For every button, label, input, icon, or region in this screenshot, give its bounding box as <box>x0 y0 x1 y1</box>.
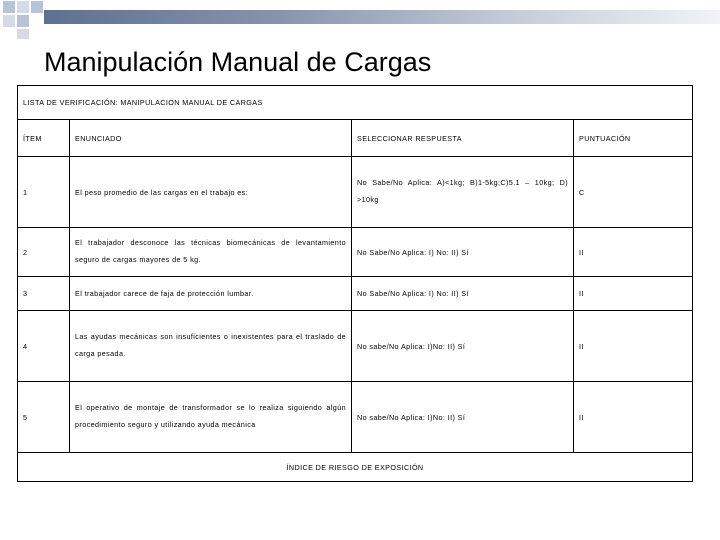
table-footer: ÍNDICE DE RIESGO DE EXPOSICIÓN <box>18 453 693 482</box>
row-item: 5 <box>18 382 70 453</box>
header-puntuacion: PUNTUACIÓN <box>574 120 693 157</box>
row-puntuacion: II <box>574 277 693 311</box>
table-row <box>18 157 693 228</box>
row-enunciado: El trabajador desconoce las técnicas biomecánicas de levantamiento seguro de cargas mayores de 5 kg. <box>70 228 352 277</box>
table-row <box>18 228 693 277</box>
table-caption-row <box>18 86 693 120</box>
row-item: 4 <box>18 311 70 382</box>
slide-title: Manipulación Manual de Cargas <box>44 47 432 77</box>
row-puntuacion: C <box>574 157 693 228</box>
row-respuesta: No sabe/No Aplica: I)No: II) Sí <box>352 382 574 453</box>
table-row <box>18 311 693 382</box>
checklist-table <box>17 85 693 482</box>
table-caption: LISTA DE VERIFICACIÓN: MANIPULACION MANUAL DE CARGAS <box>18 86 693 120</box>
row-enunciado: El peso promedio de las cargas en el trabajo es: <box>70 157 352 228</box>
row-enunciado: El operativo de montaje de transformador se lo realiza siguiendo algún procedimiento seguro y utilizando ayuda mecánica <box>70 382 352 453</box>
row-respuesta: No Sabe/No Aplica: A)<1kg; B)1-5kg;C)5.1 – 10kg; D) >10kg <box>352 157 574 228</box>
row-respuesta: No sabe/No Aplica: I)No: II) Sí <box>352 311 574 382</box>
row-item: 2 <box>18 228 70 277</box>
row-puntuacion: II <box>574 311 693 382</box>
header-enunciado: ENUNCIADO <box>70 120 352 157</box>
row-enunciado: El trabajador carece de faja de protección lumbar. <box>70 277 352 311</box>
header-respuesta: SELECCIONAR RESPUESTA <box>352 120 574 157</box>
row-enunciado: Las ayudas mecánicas son insuficientes o inexistentes para el traslado de carga pesada. <box>70 311 352 382</box>
row-item: 1 <box>18 157 70 228</box>
row-respuesta: No Sabe/No Aplica: I) No: II) Sí <box>352 277 574 311</box>
row-puntuacion: II <box>574 382 693 453</box>
table-footer-row <box>18 453 693 482</box>
row-puntuacion: II <box>574 228 693 277</box>
row-respuesta: No Sabe/No Aplica: I) No: II) Sí <box>352 228 574 277</box>
table-row <box>18 277 693 311</box>
header-item: ÍTEM <box>18 120 70 157</box>
table-row <box>18 382 693 453</box>
table-header-row <box>18 120 693 157</box>
row-item: 3 <box>18 277 70 311</box>
top-gradient-bar <box>44 10 720 24</box>
